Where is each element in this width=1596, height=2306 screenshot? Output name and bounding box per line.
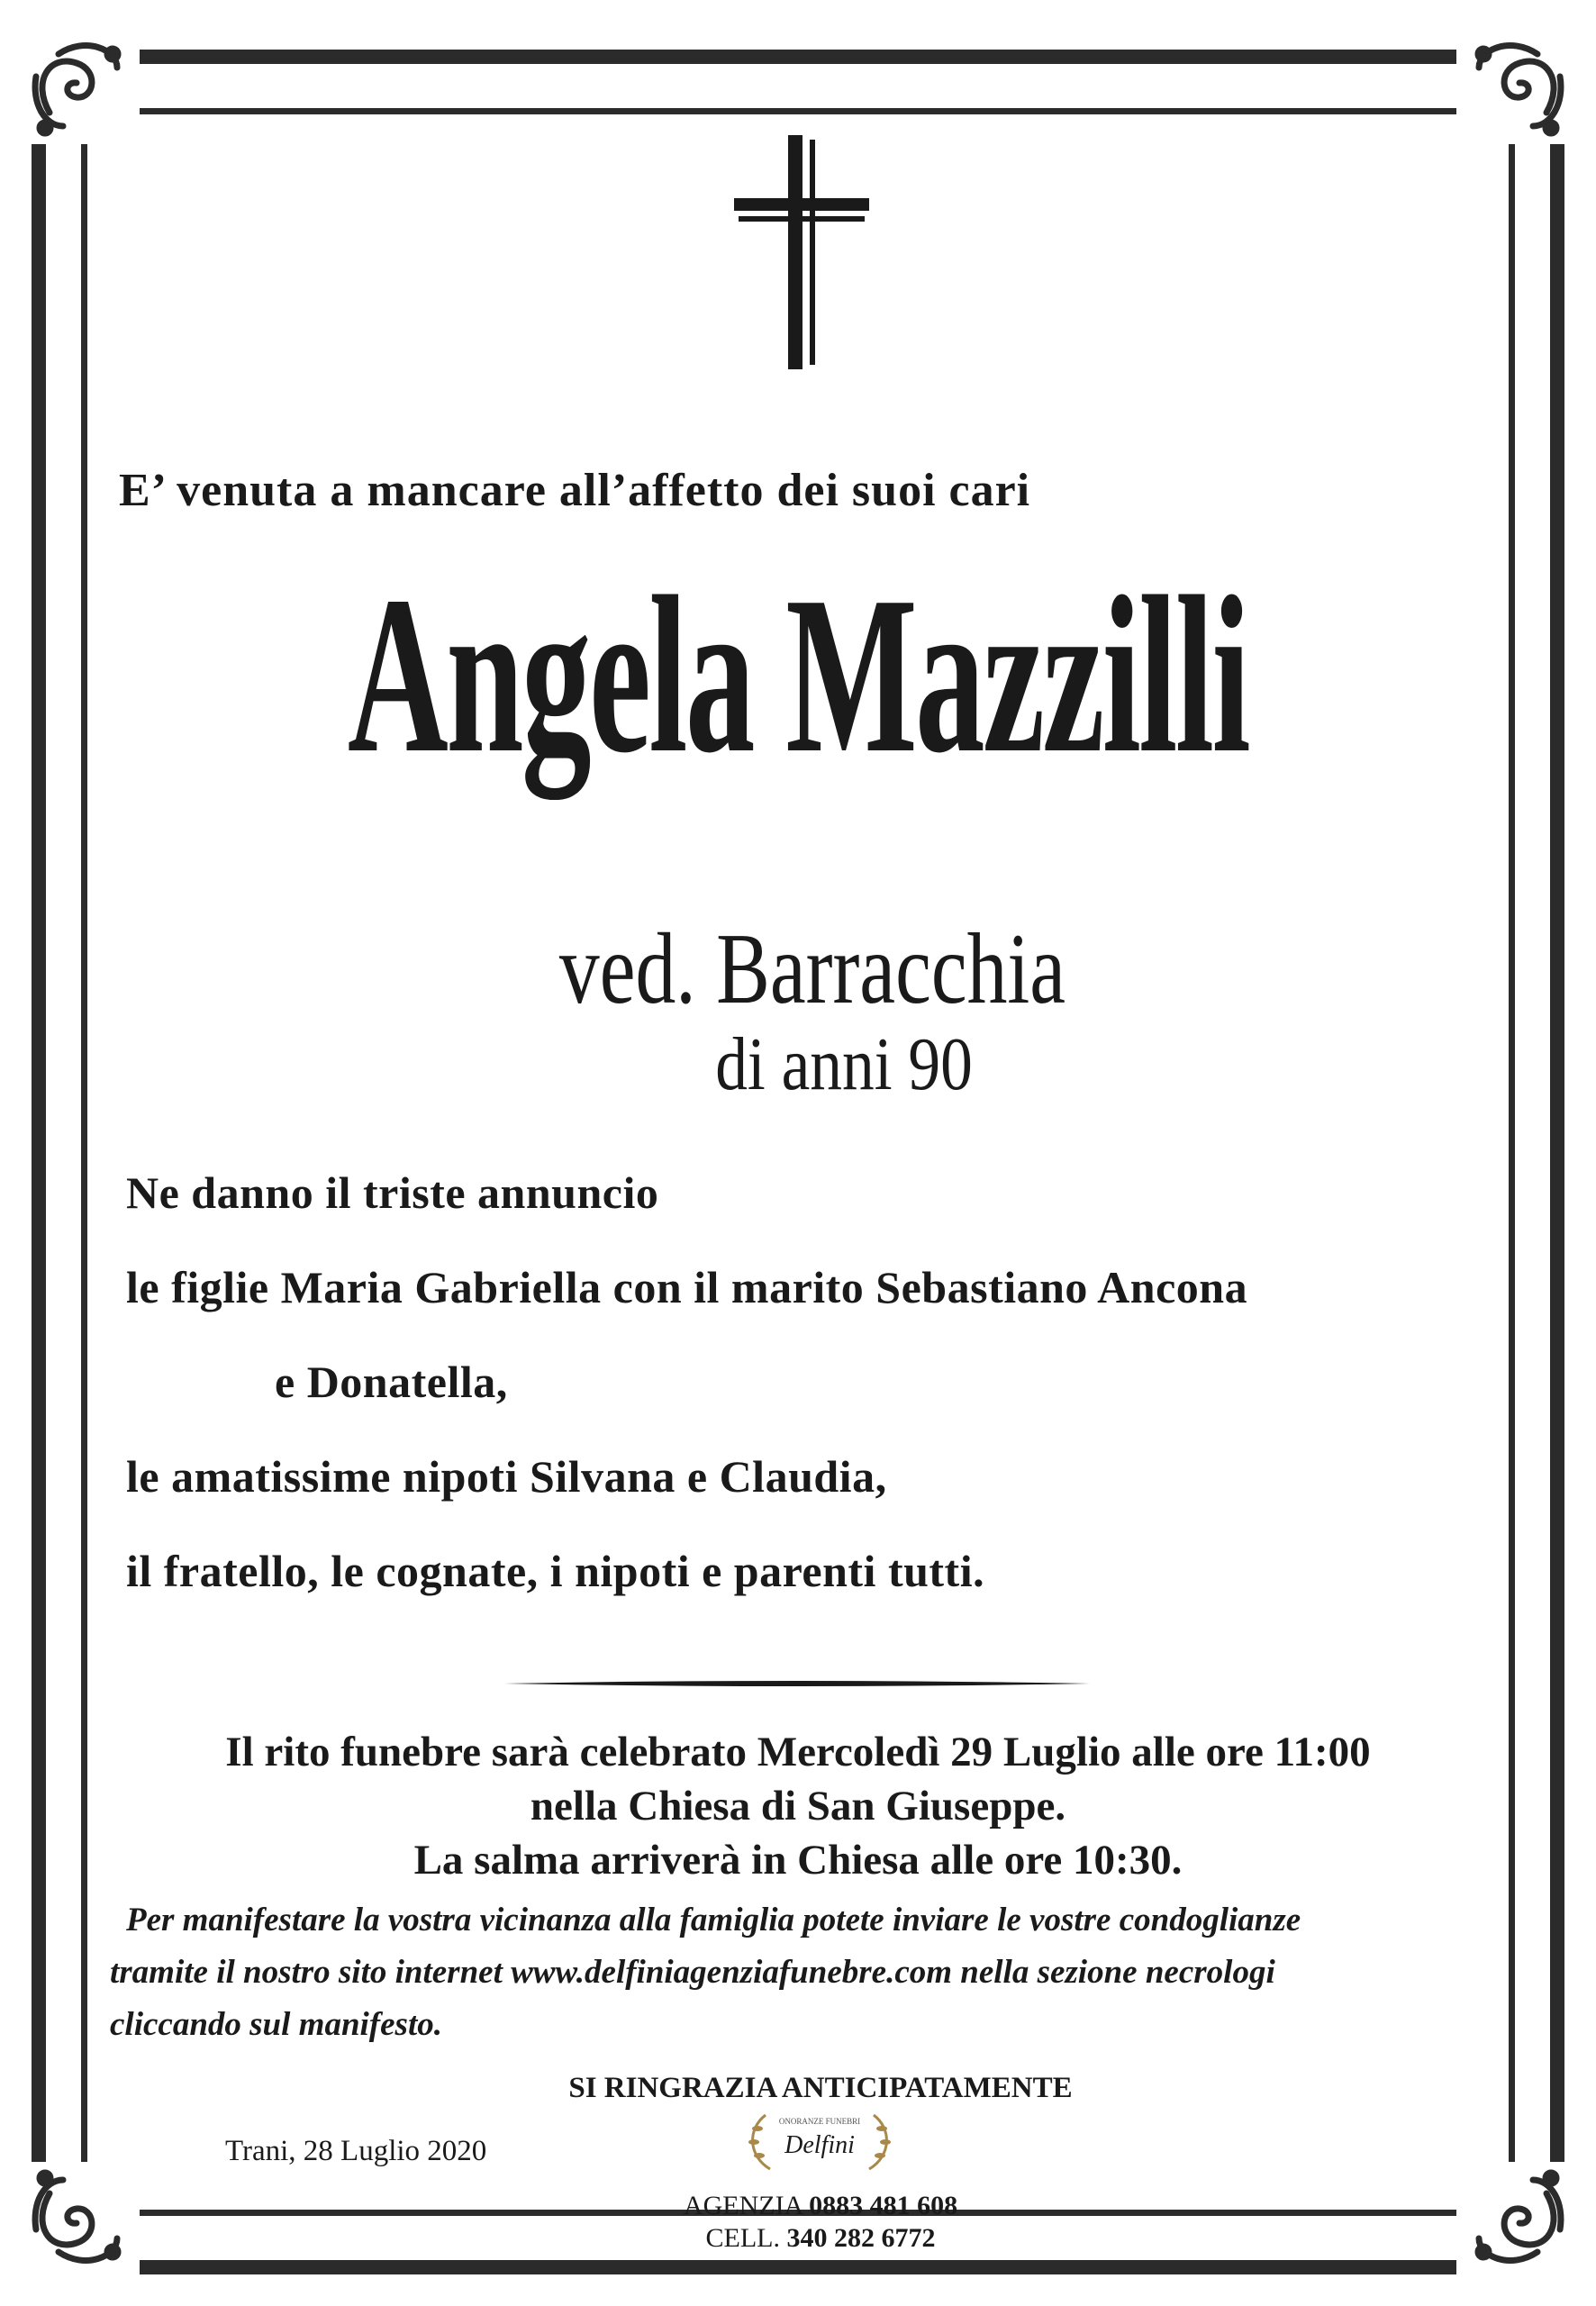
- divider: [504, 1679, 1090, 1688]
- agency-cell-number: 340 282 6772: [786, 2223, 936, 2253]
- announcement-line: Ne danno il triste annuncio: [126, 1167, 659, 1218]
- agency-logo: [734, 2106, 905, 2178]
- logo-subtitle: ONORANZE FUNEBRI: [778, 2117, 861, 2126]
- funeral-line: La salma arriverà in Chiesa alle ore 10:30.: [413, 1837, 1183, 1884]
- funeral-line: Il rito funebre sarà celebrato Mercoledì 29 Luglio alle ore 11:00: [225, 1729, 1371, 1775]
- announcement-line: le figlie Maria Gabriella con il marito Sebastiano Ancona: [126, 1262, 1248, 1312]
- condolences-line: Per manifestare la vostra vicinanza alla famiglia potete inviare le vostre condoglianze: [126, 1902, 1301, 1938]
- agency-phone-number: 0883 481 608: [809, 2191, 958, 2220]
- announcement-line: le amatissime nipoti Silvana e Claudia,: [126, 1451, 887, 1502]
- condolences-line: cliccando sul manifesto.: [110, 2006, 442, 2043]
- logo-name: Delfini: [784, 2131, 855, 2159]
- announcement-line: e Donatella,: [275, 1357, 508, 1407]
- announcement-line: il fratello, le cognate, i nipoti e parenti tutti.: [126, 1546, 985, 1596]
- cross-icon: [734, 135, 869, 369]
- deceased-age: di anni 90: [715, 1022, 973, 1106]
- agency-phone-label: AGENZIA: [683, 2191, 803, 2220]
- place-date: Trani, 28 Luglio 2020: [225, 2135, 487, 2167]
- thanks-text: SI RINGRAZIA ANTICIPATAMENTE: [568, 2072, 1073, 2104]
- inner-frame: [81, 108, 1515, 2216]
- intro-text: E’ venuta a mancare all’affetto dei suoi cari: [119, 465, 1031, 516]
- agency-phone: [0, 2191, 1596, 2221]
- corner-ornament-top-left-icon: [23, 27, 140, 144]
- funeral-line: nella Chiesa di San Giuseppe.: [530, 1783, 1066, 1829]
- corner-ornament-top-right-icon: [1456, 27, 1573, 144]
- widow-of: ved. Barracchia: [558, 913, 1066, 1025]
- agency-cell-label: CELL.: [705, 2223, 780, 2253]
- condolences-line: tramite il nostro sito internet www.delfiniagenziafunebre.com nella sezione necrologi: [110, 1954, 1275, 1991]
- deceased-name: Angela Mazzilli: [347, 550, 1249, 800]
- agency-cell: [0, 2223, 1596, 2254]
